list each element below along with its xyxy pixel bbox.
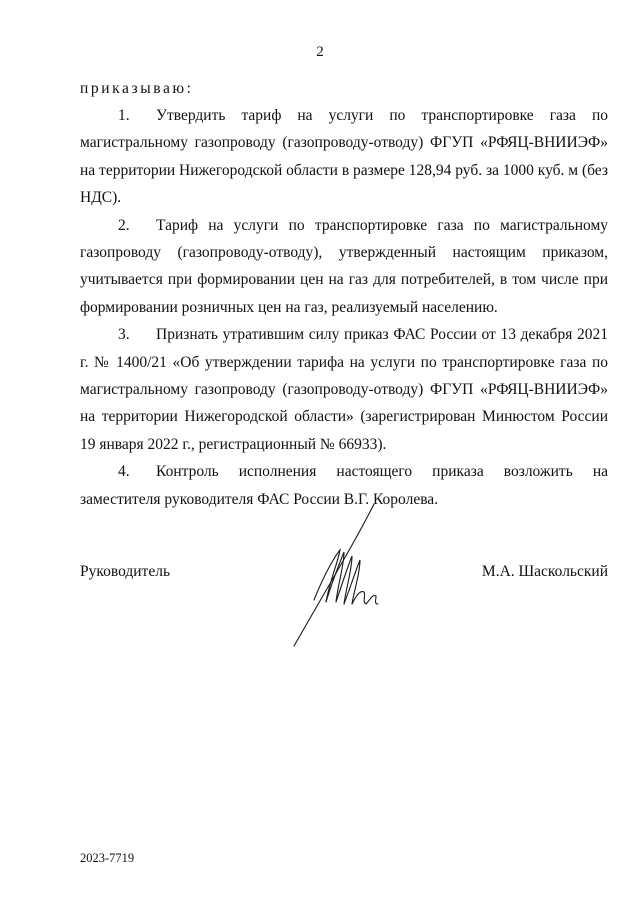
paragraph-number: 2. bbox=[118, 216, 130, 234]
paragraph-number: 4. bbox=[118, 463, 130, 481]
paragraph-text: Тариф на услуги по транспортировке газа по магистральному газопроводу (газопроводу-отводу), утвержденный настоящим приказом, учитывается при формировании цен на газ для потребителей, в том числе при формировании розничных цен на газ, реализуемый населению. bbox=[80, 216, 608, 316]
paragraph-number: 3. bbox=[118, 326, 130, 344]
paragraph-3 bbox=[80, 321, 608, 458]
paragraph-text: Утвердить тариф на услуги по транспортировке газа по магистральному газопроводу (газопроводу-отводу) ФГУП «РФЯЦ-ВНИИЭФ» на территории Нижегородской области в размере 128,94 руб. за 1000 куб. м (без НДС). bbox=[80, 107, 608, 207]
intro-text: приказываю: bbox=[80, 80, 194, 97]
paragraph-text: Контроль исполнения настоящего приказа возложить на заместителя руководителя ФАС России В.Г. Королева. bbox=[80, 463, 608, 508]
paragraph-2 bbox=[80, 212, 608, 322]
paragraph-1 bbox=[80, 102, 608, 212]
paragraph-text: Признать утратившим силу приказ ФАС России от 13 декабря 2021 г. № 1400/21 «Об утверждении тарифа на услуги по транспортировке газа по магистральному газопроводу (газопроводу-отводу) ФГУП «РФЯЦ-ВНИИЭФ» на территории Нижегородской области» (зарегистрирован Минюстом России 19 января 2022 г., регистрационный № 66933). bbox=[80, 326, 608, 453]
page-number: 2 bbox=[316, 44, 324, 60]
document-id: 2023-7719 bbox=[80, 851, 135, 865]
signatory-title: Руководитель bbox=[80, 563, 171, 580]
paragraph-number: 1. bbox=[118, 107, 130, 124]
handwritten-signature bbox=[286, 500, 396, 650]
document-body bbox=[80, 102, 608, 513]
signatory-name: М.А. Шаскольский bbox=[481, 563, 608, 580]
